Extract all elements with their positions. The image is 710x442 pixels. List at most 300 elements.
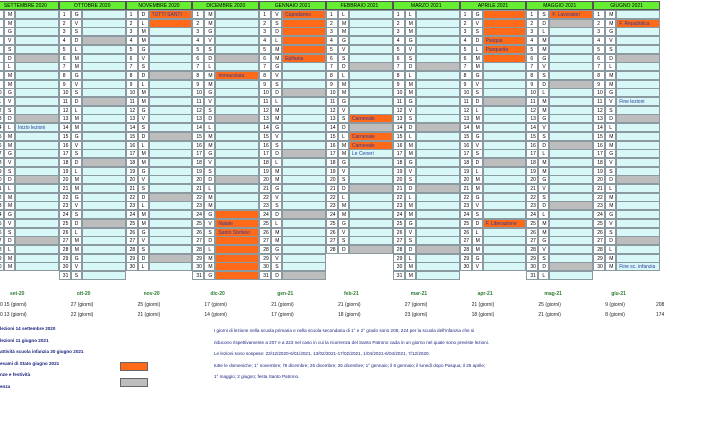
- day-event-cell[interactable]: [349, 27, 393, 36]
- day-event-cell[interactable]: [616, 193, 660, 202]
- day-event-cell[interactable]: [616, 141, 660, 150]
- day-event-cell[interactable]: [149, 228, 193, 237]
- day-event-cell[interactable]: [483, 114, 527, 123]
- day-event-cell[interactable]: [82, 271, 126, 280]
- day-event-cell[interactable]: [82, 97, 126, 106]
- day-event-cell[interactable]: Santo Stefano: [215, 228, 259, 237]
- day-event-cell[interactable]: [483, 167, 527, 176]
- day-event-cell[interactable]: [483, 88, 527, 97]
- day-event-cell[interactable]: [15, 62, 59, 71]
- day-event-cell[interactable]: [15, 45, 59, 54]
- day-event-cell[interactable]: [416, 210, 460, 219]
- day-event-cell[interactable]: [349, 80, 393, 89]
- day-event-cell[interactable]: [616, 80, 660, 89]
- day-event-cell[interactable]: [349, 219, 393, 228]
- day-event-cell[interactable]: [282, 141, 326, 150]
- day-event-cell[interactable]: [349, 36, 393, 45]
- day-event-cell[interactable]: [416, 54, 460, 63]
- day-event-cell[interactable]: [82, 149, 126, 158]
- day-event-cell[interactable]: [416, 158, 460, 167]
- day-event-cell[interactable]: [349, 62, 393, 71]
- day-event-cell[interactable]: [82, 132, 126, 141]
- day-event-cell[interactable]: [349, 184, 393, 193]
- day-event-cell[interactable]: [416, 88, 460, 97]
- day-event-cell[interactable]: [349, 88, 393, 97]
- day-event-cell[interactable]: [549, 114, 593, 123]
- day-event-cell[interactable]: [483, 27, 527, 36]
- day-event-cell[interactable]: Carnevale: [349, 114, 393, 123]
- day-event-cell[interactable]: Pasqua: [483, 36, 527, 45]
- day-event-cell[interactable]: [483, 71, 527, 80]
- day-event-cell[interactable]: [282, 262, 326, 271]
- day-event-cell[interactable]: [349, 19, 393, 28]
- day-event-cell[interactable]: [149, 27, 193, 36]
- day-event-cell[interactable]: [215, 184, 259, 193]
- day-event-cell[interactable]: [215, 80, 259, 89]
- day-event-cell[interactable]: [349, 245, 393, 254]
- day-event-cell[interactable]: [549, 193, 593, 202]
- day-event-cell[interactable]: [15, 54, 59, 63]
- day-event-cell[interactable]: [82, 236, 126, 245]
- day-event-cell[interactable]: [282, 236, 326, 245]
- day-event-cell[interactable]: [416, 262, 460, 271]
- day-event-cell[interactable]: [349, 106, 393, 115]
- day-event-cell[interactable]: [483, 80, 527, 89]
- day-event-cell[interactable]: [282, 132, 326, 141]
- day-event-cell[interactable]: [416, 36, 460, 45]
- day-event-cell[interactable]: [549, 27, 593, 36]
- day-event-cell[interactable]: [549, 106, 593, 115]
- day-event-cell[interactable]: [616, 167, 660, 176]
- day-event-cell[interactable]: [616, 228, 660, 237]
- day-event-cell[interactable]: [149, 106, 193, 115]
- day-event-cell[interactable]: [15, 158, 59, 167]
- day-event-cell[interactable]: [416, 245, 460, 254]
- day-event-cell[interactable]: [149, 71, 193, 80]
- day-event-cell[interactable]: [15, 88, 59, 97]
- day-event-cell[interactable]: [416, 193, 460, 202]
- day-event-cell[interactable]: [483, 158, 527, 167]
- day-event-cell[interactable]: Carnevale: [349, 141, 393, 150]
- day-event-cell[interactable]: [215, 201, 259, 210]
- day-event-cell[interactable]: [149, 123, 193, 132]
- day-event-cell[interactable]: [483, 106, 527, 115]
- day-event-cell[interactable]: [549, 184, 593, 193]
- day-event-cell[interactable]: [215, 245, 259, 254]
- day-event-cell[interactable]: [416, 132, 460, 141]
- day-event-cell[interactable]: [549, 254, 593, 263]
- day-event-cell[interactable]: [149, 184, 193, 193]
- day-event-cell[interactable]: [616, 36, 660, 45]
- day-event-cell[interactable]: [215, 132, 259, 141]
- day-event-cell[interactable]: [82, 106, 126, 115]
- day-event-cell[interactable]: [215, 271, 259, 280]
- day-event-cell[interactable]: [349, 210, 393, 219]
- day-event-cell[interactable]: [15, 201, 59, 210]
- day-event-cell[interactable]: [149, 88, 193, 97]
- day-event-cell[interactable]: [416, 19, 460, 28]
- day-event-cell[interactable]: [416, 184, 460, 193]
- day-event-cell[interactable]: [15, 254, 59, 263]
- day-event-cell[interactable]: [82, 210, 126, 219]
- day-event-cell[interactable]: [282, 106, 326, 115]
- day-event-cell[interactable]: [416, 10, 460, 19]
- day-event-cell[interactable]: [416, 175, 460, 184]
- day-event-cell[interactable]: [215, 158, 259, 167]
- day-event-cell[interactable]: [15, 19, 59, 28]
- day-event-cell[interactable]: [416, 114, 460, 123]
- day-event-cell[interactable]: [483, 210, 527, 219]
- day-event-cell[interactable]: [616, 106, 660, 115]
- day-event-cell[interactable]: [282, 271, 326, 280]
- day-event-cell[interactable]: [215, 254, 259, 263]
- day-event-cell[interactable]: [416, 97, 460, 106]
- day-event-cell[interactable]: [149, 19, 193, 28]
- day-event-cell[interactable]: [215, 88, 259, 97]
- day-event-cell[interactable]: [483, 201, 527, 210]
- day-event-cell[interactable]: [215, 62, 259, 71]
- day-event-cell[interactable]: [215, 262, 259, 271]
- day-event-cell[interactable]: [616, 201, 660, 210]
- day-event-cell[interactable]: [616, 158, 660, 167]
- day-event-cell[interactable]: Le Ceneri: [349, 149, 393, 158]
- day-event-cell[interactable]: [549, 54, 593, 63]
- day-event-cell[interactable]: [282, 184, 326, 193]
- day-event-cell[interactable]: [416, 254, 460, 263]
- day-event-cell[interactable]: F. Repubblica: [616, 19, 660, 28]
- day-event-cell[interactable]: [616, 254, 660, 263]
- day-event-cell[interactable]: [149, 149, 193, 158]
- day-event-cell[interactable]: [149, 219, 193, 228]
- day-event-cell[interactable]: [416, 27, 460, 36]
- day-event-cell[interactable]: [549, 88, 593, 97]
- day-event-cell[interactable]: [483, 262, 527, 271]
- day-event-cell[interactable]: [349, 54, 393, 63]
- day-event-cell[interactable]: [616, 123, 660, 132]
- day-event-cell[interactable]: [616, 149, 660, 158]
- day-event-cell[interactable]: [215, 45, 259, 54]
- day-event-cell[interactable]: [15, 71, 59, 80]
- day-event-cell[interactable]: [282, 62, 326, 71]
- day-event-cell[interactable]: [416, 228, 460, 237]
- day-event-cell[interactable]: [282, 27, 326, 36]
- day-event-cell[interactable]: [282, 114, 326, 123]
- day-event-cell[interactable]: [15, 141, 59, 150]
- day-event-cell[interactable]: [616, 184, 660, 193]
- day-event-cell[interactable]: [82, 262, 126, 271]
- day-event-cell[interactable]: [483, 245, 527, 254]
- day-event-cell[interactable]: [149, 254, 193, 263]
- day-event-cell[interactable]: [483, 254, 527, 263]
- day-event-cell[interactable]: [215, 123, 259, 132]
- day-event-cell[interactable]: [149, 158, 193, 167]
- day-event-cell[interactable]: [15, 97, 59, 106]
- day-event-cell[interactable]: [149, 262, 193, 271]
- day-event-cell[interactable]: [349, 175, 393, 184]
- day-event-cell[interactable]: [616, 54, 660, 63]
- day-event-cell[interactable]: F. Lavoratori: [549, 10, 593, 19]
- day-event-cell[interactable]: [616, 219, 660, 228]
- day-event-cell[interactable]: [82, 141, 126, 150]
- day-event-cell[interactable]: [215, 193, 259, 202]
- day-event-cell[interactable]: [82, 167, 126, 176]
- day-event-cell[interactable]: [149, 36, 193, 45]
- day-event-cell[interactable]: [549, 149, 593, 158]
- day-event-cell[interactable]: [149, 132, 193, 141]
- day-event-cell[interactable]: [282, 193, 326, 202]
- day-event-cell[interactable]: Capodanno: [282, 10, 326, 19]
- day-event-cell[interactable]: [149, 201, 193, 210]
- day-event-cell[interactable]: [282, 210, 326, 219]
- day-event-cell[interactable]: [483, 97, 527, 106]
- day-event-cell[interactable]: [82, 62, 126, 71]
- day-event-cell[interactable]: [549, 36, 593, 45]
- day-event-cell[interactable]: [616, 245, 660, 254]
- day-event-cell[interactable]: [549, 132, 593, 141]
- day-event-cell[interactable]: [416, 45, 460, 54]
- day-event-cell[interactable]: [416, 149, 460, 158]
- day-event-cell[interactable]: [149, 141, 193, 150]
- day-event-cell[interactable]: [15, 10, 59, 19]
- day-event-cell[interactable]: [416, 62, 460, 71]
- day-event-cell[interactable]: [215, 10, 259, 19]
- day-event-cell[interactable]: [282, 71, 326, 80]
- day-event-cell[interactable]: [82, 54, 126, 63]
- day-event-cell[interactable]: [416, 80, 460, 89]
- day-event-cell[interactable]: [349, 167, 393, 176]
- day-event-cell[interactable]: [282, 45, 326, 54]
- day-event-cell[interactable]: [549, 271, 593, 280]
- day-event-cell[interactable]: [82, 245, 126, 254]
- day-event-cell[interactable]: [549, 228, 593, 237]
- day-event-cell[interactable]: [82, 219, 126, 228]
- day-event-cell[interactable]: [349, 158, 393, 167]
- day-event-cell[interactable]: [549, 245, 593, 254]
- day-event-cell[interactable]: [149, 45, 193, 54]
- day-event-cell[interactable]: [549, 210, 593, 219]
- day-event-cell[interactable]: [616, 132, 660, 141]
- day-event-cell[interactable]: [616, 45, 660, 54]
- day-event-cell[interactable]: [549, 62, 593, 71]
- day-event-cell[interactable]: [349, 201, 393, 210]
- day-event-cell[interactable]: [149, 236, 193, 245]
- day-event-cell[interactable]: [549, 45, 593, 54]
- day-event-cell[interactable]: [149, 210, 193, 219]
- day-event-cell[interactable]: [616, 62, 660, 71]
- day-event-cell[interactable]: [215, 175, 259, 184]
- day-event-cell[interactable]: [483, 132, 527, 141]
- day-event-cell[interactable]: [483, 62, 527, 71]
- day-event-cell[interactable]: [349, 236, 393, 245]
- day-event-cell[interactable]: F. Liberazione: [483, 219, 527, 228]
- day-event-cell[interactable]: [82, 27, 126, 36]
- day-event-cell[interactable]: [349, 123, 393, 132]
- day-event-cell[interactable]: [549, 71, 593, 80]
- day-event-cell[interactable]: [416, 106, 460, 115]
- day-event-cell[interactable]: [15, 228, 59, 237]
- day-event-cell[interactable]: [282, 123, 326, 132]
- day-event-cell[interactable]: Immacolata: [215, 71, 259, 80]
- day-event-cell[interactable]: [149, 97, 193, 106]
- day-event-cell[interactable]: [416, 123, 460, 132]
- day-event-cell[interactable]: [549, 97, 593, 106]
- day-event-cell[interactable]: [149, 245, 193, 254]
- day-event-cell[interactable]: [282, 175, 326, 184]
- day-event-cell[interactable]: [282, 149, 326, 158]
- day-event-cell[interactable]: [282, 228, 326, 237]
- day-event-cell[interactable]: [549, 19, 593, 28]
- day-event-cell[interactable]: [215, 27, 259, 36]
- day-event-cell[interactable]: [215, 141, 259, 150]
- day-event-cell[interactable]: [215, 149, 259, 158]
- day-event-cell[interactable]: [15, 193, 59, 202]
- day-event-cell[interactable]: [15, 27, 59, 36]
- day-event-cell[interactable]: Inizio lezioni: [15, 123, 59, 132]
- day-event-cell[interactable]: Pasquetta: [483, 45, 527, 54]
- day-event-cell[interactable]: [282, 158, 326, 167]
- day-event-cell[interactable]: [483, 19, 527, 28]
- day-event-cell[interactable]: [215, 210, 259, 219]
- day-event-cell[interactable]: [215, 36, 259, 45]
- day-event-cell[interactable]: [549, 201, 593, 210]
- day-event-cell[interactable]: TUTTI SANTI: [149, 10, 193, 19]
- day-event-cell[interactable]: [616, 71, 660, 80]
- day-event-cell[interactable]: [549, 80, 593, 89]
- day-event-cell[interactable]: [15, 262, 59, 271]
- day-event-cell[interactable]: [549, 158, 593, 167]
- day-event-cell[interactable]: [215, 114, 259, 123]
- day-event-cell[interactable]: [82, 228, 126, 237]
- day-event-cell[interactable]: [282, 254, 326, 263]
- day-event-cell[interactable]: [282, 19, 326, 28]
- day-event-cell[interactable]: [416, 219, 460, 228]
- day-event-cell[interactable]: [82, 175, 126, 184]
- day-event-cell[interactable]: [15, 114, 59, 123]
- day-event-cell[interactable]: [416, 201, 460, 210]
- day-event-cell[interactable]: [82, 114, 126, 123]
- day-event-cell[interactable]: [15, 245, 59, 254]
- day-event-cell[interactable]: [349, 97, 393, 106]
- day-event-cell[interactable]: [483, 149, 527, 158]
- day-event-cell[interactable]: [483, 184, 527, 193]
- day-event-cell[interactable]: [149, 175, 193, 184]
- day-event-cell[interactable]: [416, 236, 460, 245]
- day-event-cell[interactable]: [215, 19, 259, 28]
- day-event-cell[interactable]: [215, 54, 259, 63]
- day-event-cell[interactable]: [82, 45, 126, 54]
- day-event-cell[interactable]: [416, 271, 460, 280]
- day-event-cell[interactable]: [15, 184, 59, 193]
- day-event-cell[interactable]: [416, 141, 460, 150]
- day-event-cell[interactable]: [282, 88, 326, 97]
- day-event-cell[interactable]: [616, 236, 660, 245]
- day-event-cell[interactable]: [282, 219, 326, 228]
- day-event-cell[interactable]: [549, 262, 593, 271]
- day-event-cell[interactable]: [15, 219, 59, 228]
- day-event-cell[interactable]: [149, 193, 193, 202]
- day-event-cell[interactable]: [82, 88, 126, 97]
- day-event-cell[interactable]: [616, 10, 660, 19]
- day-event-cell[interactable]: [15, 175, 59, 184]
- day-event-cell[interactable]: [15, 36, 59, 45]
- day-event-cell[interactable]: [82, 201, 126, 210]
- day-event-cell[interactable]: [416, 167, 460, 176]
- day-event-cell[interactable]: [149, 54, 193, 63]
- day-event-cell[interactable]: [349, 71, 393, 80]
- day-event-cell[interactable]: [616, 210, 660, 219]
- day-event-cell[interactable]: [483, 236, 527, 245]
- day-event-cell[interactable]: Fine lezioni: [616, 97, 660, 106]
- day-event-cell[interactable]: [483, 10, 527, 19]
- day-event-cell[interactable]: [282, 245, 326, 254]
- day-event-cell[interactable]: [15, 210, 59, 219]
- day-event-cell[interactable]: [549, 141, 593, 150]
- day-event-cell[interactable]: [483, 193, 527, 202]
- day-event-cell[interactable]: [549, 167, 593, 176]
- day-event-cell[interactable]: [15, 132, 59, 141]
- day-event-cell[interactable]: [282, 97, 326, 106]
- day-event-cell[interactable]: [282, 36, 326, 45]
- day-event-cell[interactable]: [15, 80, 59, 89]
- day-event-cell[interactable]: [616, 27, 660, 36]
- day-event-cell[interactable]: Fine sc. infanzia: [616, 262, 660, 271]
- day-event-cell[interactable]: [149, 62, 193, 71]
- day-event-cell[interactable]: [282, 201, 326, 210]
- day-event-cell[interactable]: [215, 236, 259, 245]
- day-event-cell[interactable]: [483, 54, 527, 63]
- day-event-cell[interactable]: [549, 175, 593, 184]
- day-event-cell[interactable]: [215, 97, 259, 106]
- day-event-cell[interactable]: [349, 45, 393, 54]
- day-event-cell[interactable]: Natale: [215, 219, 259, 228]
- day-event-cell[interactable]: [149, 167, 193, 176]
- day-event-cell[interactable]: [549, 236, 593, 245]
- day-event-cell[interactable]: [82, 184, 126, 193]
- day-event-cell[interactable]: [149, 80, 193, 89]
- day-event-cell[interactable]: [82, 123, 126, 132]
- day-event-cell[interactable]: [82, 158, 126, 167]
- day-event-cell[interactable]: [549, 219, 593, 228]
- day-event-cell[interactable]: [282, 80, 326, 89]
- day-event-cell[interactable]: Carnevale: [349, 132, 393, 141]
- day-event-cell[interactable]: [15, 106, 59, 115]
- day-event-cell[interactable]: [282, 167, 326, 176]
- day-event-cell[interactable]: [82, 71, 126, 80]
- day-event-cell[interactable]: [483, 123, 527, 132]
- day-event-cell[interactable]: [483, 141, 527, 150]
- day-event-cell[interactable]: [483, 228, 527, 237]
- day-event-cell[interactable]: [82, 254, 126, 263]
- day-event-cell[interactable]: [82, 80, 126, 89]
- day-event-cell[interactable]: [82, 193, 126, 202]
- day-event-cell[interactable]: [82, 19, 126, 28]
- day-event-cell[interactable]: [616, 175, 660, 184]
- day-event-cell[interactable]: [82, 36, 126, 45]
- day-event-cell[interactable]: [15, 236, 59, 245]
- day-event-cell[interactable]: [483, 175, 527, 184]
- day-event-cell[interactable]: [82, 10, 126, 19]
- day-event-cell[interactable]: [349, 10, 393, 19]
- day-event-cell[interactable]: [215, 167, 259, 176]
- day-event-cell[interactable]: [349, 193, 393, 202]
- day-event-cell[interactable]: [616, 88, 660, 97]
- day-event-cell[interactable]: [616, 114, 660, 123]
- day-event-cell[interactable]: Epifania: [282, 54, 326, 63]
- day-event-cell[interactable]: [215, 106, 259, 115]
- day-event-cell[interactable]: [149, 114, 193, 123]
- day-event-cell[interactable]: [549, 123, 593, 132]
- day-event-cell[interactable]: [15, 149, 59, 158]
